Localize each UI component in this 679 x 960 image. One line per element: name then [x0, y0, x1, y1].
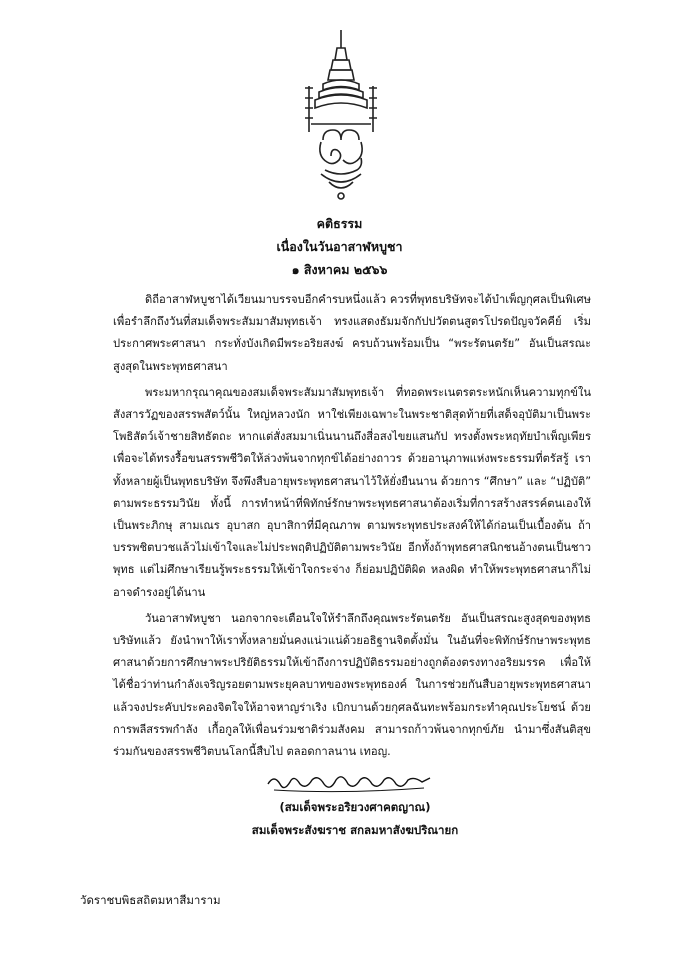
signer-title: สมเด็จพระสังฆราช สกลมหาสังฆปริณายก	[251, 823, 459, 837]
signer-block	[210, 796, 500, 842]
document-date: ๑ สิงหาคม ๒๕๖๖	[291, 262, 388, 277]
paragraph: พระมหากรุณาคุณของสมเด็จพระสัมมาสัมพุทธเจ้า ที่ทอดพระเนตรตระหนักเห็นความทุกข์ในสังสารวัฏของสรรพสัตว์นั้น ใหญ่หลวงนัก หาใช่เพียงเฉพาะในพระชาติสุดท้ายที่เสด็จอุบัติมาเป็นพระโพธิสัตว์เจ้าชายสิทธัตถะ หากแต่สั่งสมมาเนิ่นนานถึงสี่อสงไขยแสนกัป ทรงตั้งพระหฤทัยบำเพ็ญเพียร เพื่อจะได้ทรงรื้อขนสรรพชีวิตให้ล่วงพ้นจากทุกข์ได้อย่างถาวร ด้วยอานุภาพแห่งพระธรรมที่ตรัสรู้ เราทั้งหลายผู้เป็นพุทธบริษัท จึงพึงสืบอายุพระพุทธศาสนาไว้ให้ยั่งยืนนาน ด้วยการ “ศึกษา” และ “ปฏิบัติ” ตามพระธรรมวินัย ทั้งนี้ การทำหน้าที่พิทักษ์รักษาพระพุทธศาสนาต้องเริ่มที่การสร้างสรรค์ตนเองให้เป็นพระภิกษุ สามเณร อุบาสก อุบาสิกาที่มีคุณภาพ ตามพระพุทธประสงค์ให้ได้ก่อนเป็นเบื้องต้น ถ้าบรรพชิตบวชแล้วไม่เข้าใจและไม่ประพฤติปฏิบัติตามพระวินัย อีกทั้งถ้าพุทธศาสนิกชนอ้างตนเป็นชาวพุทธ แต่ไม่ศึกษาเรียนรู้พระธรรมให้เข้าใจกระจ่าง ก็ย่อมปฏิบัติผิด หลงผิด ทำให้พระพุทธศาสนาก็ไม่อาจดำรงอยู่ได้นาน	[113, 385, 591, 599]
document-title: คติธรรม	[316, 216, 363, 231]
handwritten-signature	[264, 768, 434, 796]
document-header	[0, 212, 679, 281]
signer-name: (สมเด็จพระอริยวงศาคตญาณ)	[279, 800, 431, 814]
paragraph: วันอาสาฬหบูชา นอกจากจะเตือนใจให้รำลึกถึงคุณพระรัตนตรัย อันเป็นสรณะสูงสุดของพุทธบริษัทแล้ว ยังนำพาให้เราทั้งหลายมั่นคงแน่วแน่ด้วยอธิฐานจิตตั้งมั่น ในอันที่จะพิทักษ์รักษาพระพุทธศาสนาด้วยการศึกษาพระปริยัติธรรมให้เข้าถึงการปฏิบัติธรรมอย่างถูกต้องตรงทางอริยมรรค เพื่อให้ได้ชื่อว่าท่านกำลังเจริญรอยตามพระยุคลบาทของพระพุทธองค์ ในการช่วยกันสืบอายุพระพุทธศาสนา แล้วจงประคับประคองจิตใจให้อาจหาญร่าเริง เบิกบานด้วยกุศลฉันทะพร้อมกระทำคุณประโยชน์ ด้วยการพลีสรรพกำลัง เกื้อกูลให้เพื่อนร่วมชาติร่วมสังคม สามารถก้าวพ้นจากทุกข์ภัย นำมาซึ่งสันติสุขร่วมกันของสรรพชีวิตบนโลกนี้สืบไป ตลอดกาลนาน เทอญ.	[113, 611, 591, 759]
document-subtitle: เนื่องในวันอาสาฬหบูชา	[276, 239, 403, 254]
paragraph: ดิถีอาสาฬหบูชาได้เวียนมาบรรจบอีกคำรบหนึ่งแล้ว ควรที่พุทธบริษัทจะได้บำเพ็ญกุศลเป็นพิเศษ เพื่อรำลึกถึงวันที่สมเด็จพระสัมมาสัมพุทธเจ้า ทรงแสดงธัมมจักกัปปวัตตนสูตรโปรดปัญจวัคคีย์ เริ่มประกาศพระศาสนา กระทั่งบังเกิดมีพระอริยสงฆ์ ครบถ้วนพร้อมเป็น “พระรัตนตรัย” อันเป็นสรณะสูงสุดในพระพุทธศาสนา	[113, 293, 591, 373]
issuing-place: วัดราชบพิธสถิตมหาสีมาราม	[80, 893, 221, 907]
document-body	[113, 289, 591, 767]
royal-monogram-emblem-icon	[303, 28, 379, 204]
